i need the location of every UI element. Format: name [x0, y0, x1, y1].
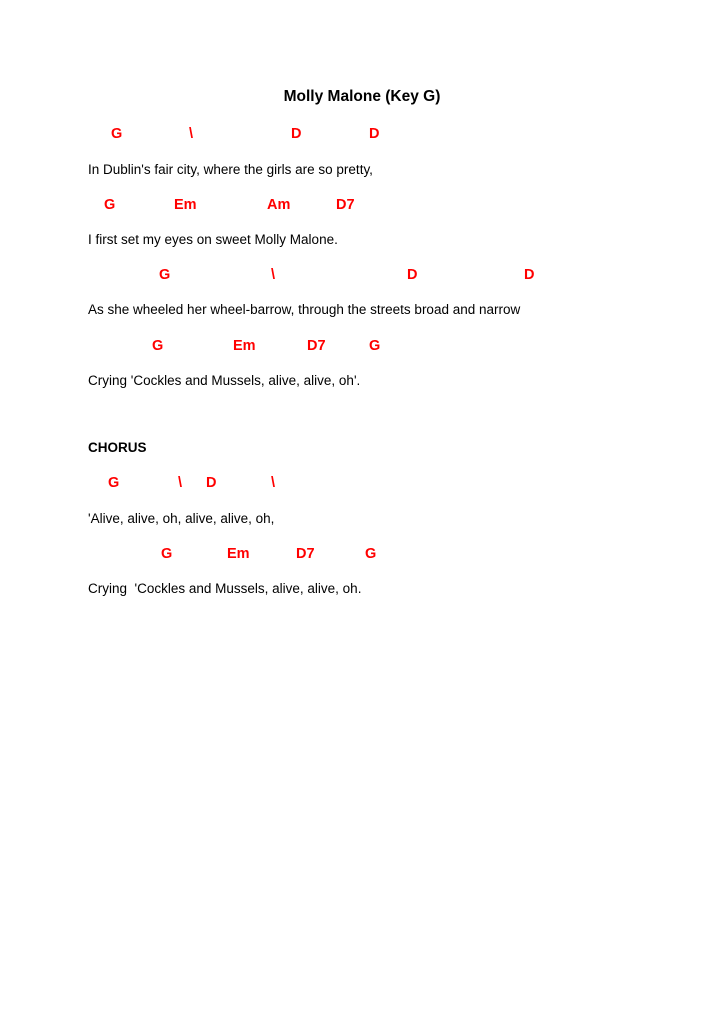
chord: G: [365, 546, 377, 562]
chord: D: [291, 126, 302, 142]
chord: \: [271, 475, 276, 491]
chord: D: [369, 126, 380, 142]
chorus-label: CHORUS: [88, 440, 147, 455]
chord: G: [161, 546, 173, 562]
chord: G: [108, 475, 120, 491]
chord: \: [271, 267, 276, 283]
chord: Em: [174, 197, 197, 213]
chord: D7: [307, 338, 326, 354]
chord: G: [159, 267, 171, 283]
lyric-line: Crying 'Cockles and Mussels, alive, alive, oh.: [88, 581, 362, 596]
lyric-line: Crying 'Cockles and Mussels, alive, alive, oh'.: [88, 373, 361, 388]
lyric-line: As she wheeled her wheel-barrow, through the streets broad and narrow: [88, 302, 521, 317]
chord: Em: [233, 338, 256, 354]
chord: D7: [336, 197, 355, 213]
chord: G: [152, 338, 164, 354]
lyric-line: In Dublin's fair city, where the girls are so pretty,: [88, 162, 373, 177]
song-title: [0, 87, 724, 107]
chord: D: [407, 267, 418, 283]
chord: \: [178, 475, 183, 491]
chord: Am: [267, 197, 291, 213]
chord: D7: [296, 546, 315, 562]
chord: D: [524, 267, 535, 283]
chord: G: [104, 197, 116, 213]
chord: G: [111, 126, 123, 142]
lyric-line: 'Alive, alive, oh, alive, alive, oh,: [88, 511, 275, 526]
chord: \: [189, 126, 194, 142]
chord: Em: [227, 546, 250, 562]
song-title-text: Molly Malone (Key G): [283, 88, 441, 105]
chord: D: [206, 475, 217, 491]
lyric-line: I first set my eyes on sweet Molly Malone.: [88, 232, 338, 247]
chord: G: [369, 338, 381, 354]
